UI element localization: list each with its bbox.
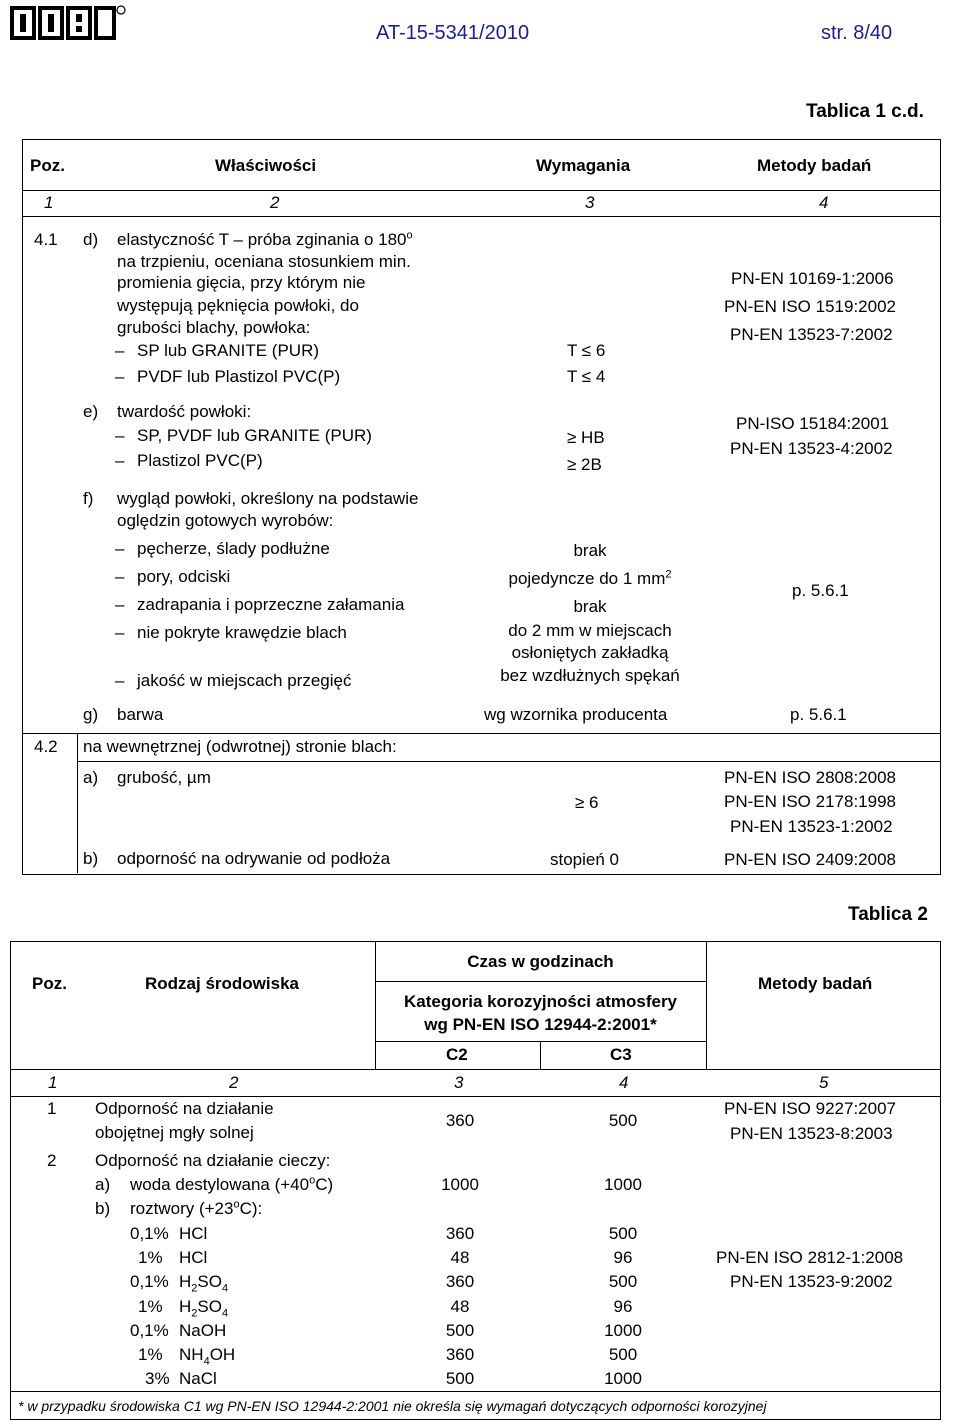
t2-h-cat1: Kategoria korozyjności atmosfery	[403, 992, 678, 1011]
t2-sol1-name: HCl	[179, 1224, 208, 1243]
t1-g-line: barwa	[117, 705, 164, 724]
t2-r2-a-c2: 1000	[441, 1175, 479, 1194]
t1-f-req4a: do 2 mm w miejscach	[508, 621, 672, 640]
t1-f-item5: – jakość w miejscach przegięć	[137, 671, 351, 691]
t2-sol2-c2: 48	[450, 1248, 470, 1267]
t2-rule	[10, 1069, 940, 1070]
t2-rule	[10, 1391, 940, 1392]
t1-d-label: d)	[83, 230, 99, 249]
t1-42-title: na wewnętrznej (odwrotnej) stronie blach:	[83, 737, 397, 756]
t2-rule	[10, 1096, 940, 1097]
t1-b-label: b)	[83, 849, 99, 868]
t1-b-req: stopień 0	[550, 850, 619, 869]
t2-r2-title: Odporność na działanie cieczy:	[95, 1151, 331, 1170]
t2-sol7-name: NaCl	[179, 1369, 217, 1388]
t1-f-req2: pojedyncze do 1 $mm^2$	[508, 568, 672, 588]
t2-sol1-c3: 500	[608, 1224, 638, 1243]
t1-poz-42: 4.2	[34, 737, 58, 756]
t1-rule	[22, 733, 940, 734]
t1-f-req3: brak	[573, 597, 607, 616]
t2-r2-meth2: PN-EN 13523-9:2002	[730, 1272, 893, 1291]
t2-sol7-conc: 3%	[145, 1369, 170, 1388]
t1-f-req5: bez wzdłużnych spękań	[500, 666, 680, 685]
t2-rule	[375, 981, 706, 982]
t2-sol6-c2: 360	[445, 1345, 475, 1364]
t2-sol7-c3: 1000	[604, 1369, 642, 1388]
t2-sol5-c2: 500	[445, 1321, 475, 1340]
t2-h-cat2: wg PN-EN ISO 12944-2:2001*	[424, 1015, 657, 1034]
t1-f-line2: oględzin gotowych wyrobów:	[117, 511, 334, 530]
t2-sol6-conc: 1%	[138, 1345, 163, 1364]
t1-d-line2: na trzpieniu, oceniana stosunkiem min.	[117, 252, 411, 271]
t1-a-req: ≥ 6	[575, 793, 599, 812]
t2-r1-env1: Odporność na działanie	[95, 1099, 274, 1118]
t2-sol6-c3: 500	[608, 1345, 638, 1364]
t1-g-meth: p. 5.6.1	[790, 705, 847, 724]
t2-sol3-c3: 500	[608, 1272, 638, 1291]
t2-r1-c3: 500	[608, 1111, 638, 1130]
t1-d-meth2: PN-EN ISO 1519:2002	[724, 297, 896, 316]
t2-sol5-c3: 1000	[604, 1321, 642, 1340]
t2-sol1-c2: 360	[445, 1224, 475, 1243]
t1-f-item3: – zadrapania i poprzeczne załamania	[137, 595, 404, 615]
t2-r2-b-label: b)	[95, 1199, 111, 1218]
t2-r2-b-text: roztwory $(+23^oC)$:	[130, 1198, 263, 1218]
t2-sol2-c3: 96	[613, 1248, 633, 1267]
t2-rule	[706, 941, 707, 1069]
t1-g-req: wg wzornika producenta	[484, 705, 668, 724]
t2-sol4-name: $H_2SO_4$	[179, 1297, 229, 1320]
t2-r1-meth1: PN-EN ISO 9227:2007	[724, 1099, 896, 1118]
t2-h-meth: Metody badań	[758, 974, 873, 993]
t1-a-meth3: PN-EN 13523-1:2002	[730, 817, 893, 836]
t1-num-4: 4	[819, 193, 829, 212]
table2-caption: Tablica 2	[848, 904, 928, 925]
t1-f-item1: – pęcherze, ślady podłużne	[137, 539, 330, 559]
t1-g-label: g)	[83, 705, 99, 724]
t1-e-req1: ≥ HB	[567, 428, 605, 447]
t2-sol7-c2: 500	[445, 1369, 475, 1388]
t1-f-line1: wygląd powłoki, określony na podstawie	[117, 489, 419, 508]
t2-sol4-c3: 96	[613, 1297, 633, 1316]
t2-r1-meth2: PN-EN 13523-8:2003	[730, 1124, 893, 1143]
t2-rule	[540, 1041, 541, 1069]
doc-number: AT-15-5341/2010	[376, 22, 530, 44]
t1-d-line3: promienia gięcia, przy którym nie	[117, 273, 366, 292]
t2-num-1: 1	[48, 1073, 58, 1092]
t1-a-meth2: PN-EN ISO 2178:1998	[724, 792, 896, 811]
t2-num-5: 5	[819, 1073, 829, 1092]
t1-d-item1: – SP lub GRANITE (PUR)	[137, 341, 319, 361]
t1-e-meth2: PN-EN 13523-4:2002	[730, 439, 893, 458]
t2-sol2-name: HCl	[179, 1248, 208, 1267]
t1-e-label: e)	[83, 402, 99, 421]
t1-d-line4: występują pęknięcia powłoki, do	[117, 296, 359, 315]
t2-sol3-conc: 0,1%	[130, 1272, 169, 1291]
t1-d-item2: – PVDF lub Plastizol PVC(P)	[137, 367, 340, 387]
t2-h-poz: Poz.	[32, 974, 67, 993]
t1-h-poz: Poz.	[30, 156, 65, 175]
t1-a-label: a)	[83, 768, 99, 787]
table1-caption: Tablica 1 c.d.	[806, 101, 924, 122]
t1-b-meth: PN-EN ISO 2409:2008	[724, 850, 896, 869]
t2-r1-c2: 360	[445, 1111, 475, 1130]
t2-h-c3: C3	[610, 1045, 632, 1064]
t1-d-meth1: PN-EN 10169-1:2006	[731, 269, 894, 288]
t1-f-meth: p. 5.6.1	[792, 581, 849, 600]
t1-rule	[22, 190, 940, 191]
t1-d-line5: grubości blachy, powłoka:	[117, 318, 311, 337]
t1-h-req: Wymagania	[536, 156, 631, 175]
page-number: str. 8/40	[821, 22, 893, 44]
t1-e-item2: – Plastizol PVC(P)	[137, 451, 263, 471]
t2-h-c2: C2	[446, 1045, 468, 1064]
t1-a-meth1: PN-EN ISO 2808:2008	[724, 768, 896, 787]
t2-r2-a-c3: 1000	[604, 1175, 642, 1194]
t2-sol4-c2: 48	[450, 1297, 470, 1316]
t1-poz-41: 4.1	[34, 230, 58, 249]
t2-r2-a-label: a)	[95, 1175, 111, 1194]
t2-r2-poz: 2	[47, 1151, 57, 1170]
t1-f-req4b: osłoniętych zakładką	[511, 643, 669, 662]
t1-f-item4: – nie pokryte krawędzie blach	[137, 623, 347, 643]
t1-h-meth: Metody badań	[757, 156, 872, 175]
t1-rule	[77, 733, 78, 873]
itb-logo	[8, 4, 126, 42]
t1-e-meth1: PN-ISO 15184:2001	[736, 414, 890, 433]
t1-f-item2: – pory, odciski	[137, 567, 230, 587]
t2-sol4-conc: 1%	[138, 1297, 163, 1316]
t2-r1-env2: obojętnej mgły solnej	[95, 1123, 254, 1142]
t1-e-req2: ≥ 2B	[567, 455, 602, 474]
t1-e-line1: twardość powłoki:	[117, 402, 252, 421]
t1-num-3: 3	[585, 193, 595, 212]
t1-h-prop: Właściwości	[215, 156, 317, 175]
t2-sol2-conc: 1%	[138, 1248, 163, 1267]
t1-num-2: 2	[270, 193, 280, 212]
t2-sol1-conc: 0,1%	[130, 1224, 169, 1243]
t2-footnote: * w przypadku środowiska C1 wg PN-EN ISO 12944-2:2001 nie określa się wymagań dotyczących odporności korozyjnej	[18, 1398, 767, 1414]
t2-sol3-name: $H_2SO_4$	[179, 1272, 229, 1295]
t1-rule	[22, 216, 940, 217]
t2-num-3: 3	[454, 1073, 464, 1092]
t2-h-env: Rodzaj środowiska	[145, 974, 299, 993]
t1-d-req1: T ≤ 6	[567, 341, 606, 360]
t1-f-label: f)	[83, 489, 94, 508]
t1-e-item1: – SP, PVDF lub GRANITE (PUR)	[137, 426, 372, 446]
t1-d-meth3: PN-EN 13523-7:2002	[730, 325, 893, 344]
t2-sol6-name: $NH_4OH$	[179, 1345, 236, 1368]
t2-sol5-name: NaOH	[179, 1321, 227, 1340]
t1-f-req1: brak	[573, 541, 607, 560]
t2-r2-meth1: PN-EN ISO 2812-1:2008	[716, 1248, 904, 1267]
t1-rule	[77, 761, 940, 762]
t2-r1-poz: 1	[47, 1099, 57, 1118]
t1-d-req2: T ≤ 4	[567, 367, 606, 386]
t1-num-1: 1	[44, 193, 54, 212]
t1-b-line: odporność na odrywanie od podłoża	[117, 849, 391, 868]
t1-a-line: grubość, µm	[117, 768, 211, 787]
t2-r2-a-text: woda destylowana $(+40^oC)$	[130, 1174, 334, 1194]
t2-sol5-conc: 0,1%	[130, 1321, 169, 1340]
t2-num-2: 2	[229, 1073, 239, 1092]
t2-sol3-c2: 360	[445, 1272, 475, 1291]
t1-d-line1: elastyczność T – próba zginania o 180$^o$	[117, 229, 413, 249]
t2-h-time: Czas w godzinach	[467, 952, 614, 971]
t2-num-4: 4	[619, 1073, 629, 1092]
